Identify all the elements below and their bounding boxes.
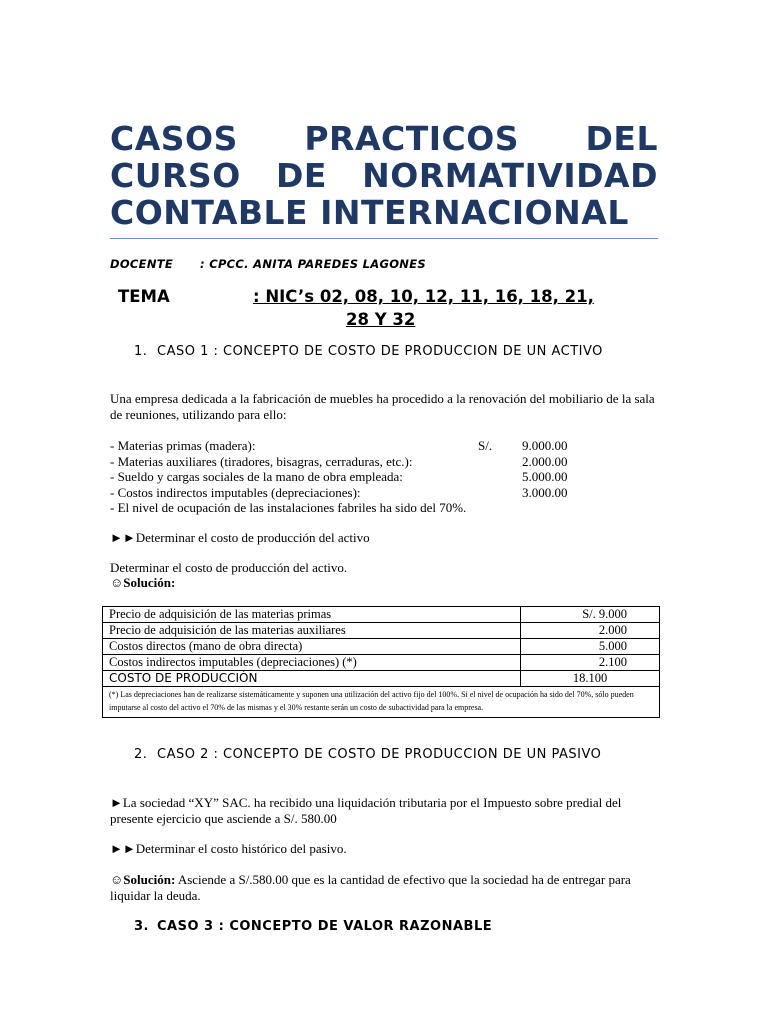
list-item xyxy=(110,438,658,454)
table-cell-value: 5.000 xyxy=(521,639,660,655)
table-cell-concept: Precio de adquisición de las materias auxiliares xyxy=(103,623,521,639)
tema-label: TEMA xyxy=(118,287,170,306)
caso1-task-arrow: ►►Determinar el costo de producción del activo xyxy=(110,530,370,545)
tema-value-line1: : NIC’s 02, 08, 10, 12, 11, 16, 18, 21, xyxy=(253,287,594,306)
tema-line xyxy=(118,285,658,331)
docente-line xyxy=(110,257,426,271)
list-item-amount: 5.000.00 xyxy=(522,469,568,484)
list-item xyxy=(110,500,658,516)
list-item xyxy=(110,469,658,485)
caso1-cost-list xyxy=(110,438,658,516)
caso1-intro: Una empresa dedicada a la fabricación de muebles ha procedido a la renovación del mobiliario de la sala de reuniones, utilizando para ello: xyxy=(110,391,655,422)
list-item-text: - El nivel de ocupación de las instalaciones fabriles ha sido del 70%. xyxy=(110,500,467,515)
list-item-currency: S/. xyxy=(478,438,493,453)
caso1-solution-table xyxy=(102,606,660,718)
list-item-amount: 9.000.00 xyxy=(522,438,568,453)
table-row xyxy=(103,639,660,655)
table-cell-value: S/. 9.000 xyxy=(521,607,660,623)
docente-value: : CPCC. ANITA PAREDES LAGONES xyxy=(200,257,426,271)
list-item-text: - Costos indirectos imputables (depreciaciones): xyxy=(110,484,361,500)
table-cell-value: 2.000 xyxy=(521,623,660,639)
table-cell-concept: COSTO DE PRODUCCIÓN xyxy=(103,671,521,687)
tema-value-line2: 28 Y 32 xyxy=(346,310,416,329)
caso2-solution-text: Asciende a S/.580.00 que es la cantidad de efectivo que la sociedad ha de entregar para liquidar la deuda. xyxy=(110,872,631,903)
caso2-number: 2. xyxy=(134,747,148,762)
caso1-task: Determinar el costo de producción del activo. xyxy=(110,560,348,575)
list-item xyxy=(110,485,658,501)
list-item-text: - Sueldo y cargas sociales de la mano de obra empleada: xyxy=(110,469,403,484)
table-cell-concept: Costos indirectos imputables (depreciaciones) (*) xyxy=(103,655,521,671)
caso2-solution-label: ☺Solución: xyxy=(110,872,176,887)
title-divider xyxy=(110,238,658,239)
caso3-heading xyxy=(134,918,658,935)
caso2-task: ►►Determinar el costo histórico del pasivo. xyxy=(110,841,347,856)
table-cell-value: 2.100 xyxy=(521,655,660,671)
caso1-solution-label: ☺Solución: xyxy=(110,575,176,590)
table-cell-concept: Costos directos (mano de obra directa) xyxy=(103,639,521,655)
table-row-total xyxy=(103,671,660,687)
docente-label: DOCENTE xyxy=(110,257,174,271)
list-item xyxy=(110,454,658,470)
document-title: CASOS PRACTICOS DEL CURSO DE NORMATIVIDAD CONTABLE INTERNACIONAL xyxy=(110,119,658,232)
table-cell-concept: Precio de adquisición de las materias primas xyxy=(103,607,521,623)
table-row xyxy=(103,623,660,639)
table-note-row xyxy=(103,687,660,718)
table-footnote: (*) Las depreciaciones han de realizarse sistemáticamente y suponen una utilización del activo fijo del 100%. Si el nivel de ocupación ha sido del 70%, sólo pueden imputarse al costo del activo el 70% de las mismas y el 30% restante serán un costo de subactividad para la empresa. xyxy=(103,687,660,718)
list-item-text: - Materias primas (madera): xyxy=(110,438,256,453)
caso2-intro: ►La sociedad “XY” SAC. ha recibido una liquidación tributaria por el Impuesto sobre predial del presente ejercicio que asciende a S/. 580.00 xyxy=(110,795,622,826)
caso1-heading xyxy=(134,343,658,360)
caso1-heading-text: CASO 1 : CONCEPTO DE COSTO DE PRODUCCION DE UN ACTIVO xyxy=(157,344,603,359)
caso3-heading-text: CASO 3 : CONCEPTO DE VALOR RAZONABLE xyxy=(157,919,493,934)
caso2-heading-text: CASO 2 : CONCEPTO DE COSTO DE PRODUCCION DE UN PASIVO xyxy=(157,747,602,762)
table-cell-value: 18.100 xyxy=(521,671,660,687)
caso2-solution xyxy=(110,872,658,903)
table-row xyxy=(103,607,660,623)
list-item-text: - Materias auxiliares (tiradores, bisagras, cerraduras, etc.): xyxy=(110,453,413,469)
list-item-amount: 2.000.00 xyxy=(522,453,568,469)
caso2-heading xyxy=(134,746,658,763)
caso1-number: 1. xyxy=(134,344,148,359)
caso3-number: 3. xyxy=(134,919,149,934)
list-item-amount: 3.000.00 xyxy=(522,484,568,500)
table-row xyxy=(103,655,660,671)
